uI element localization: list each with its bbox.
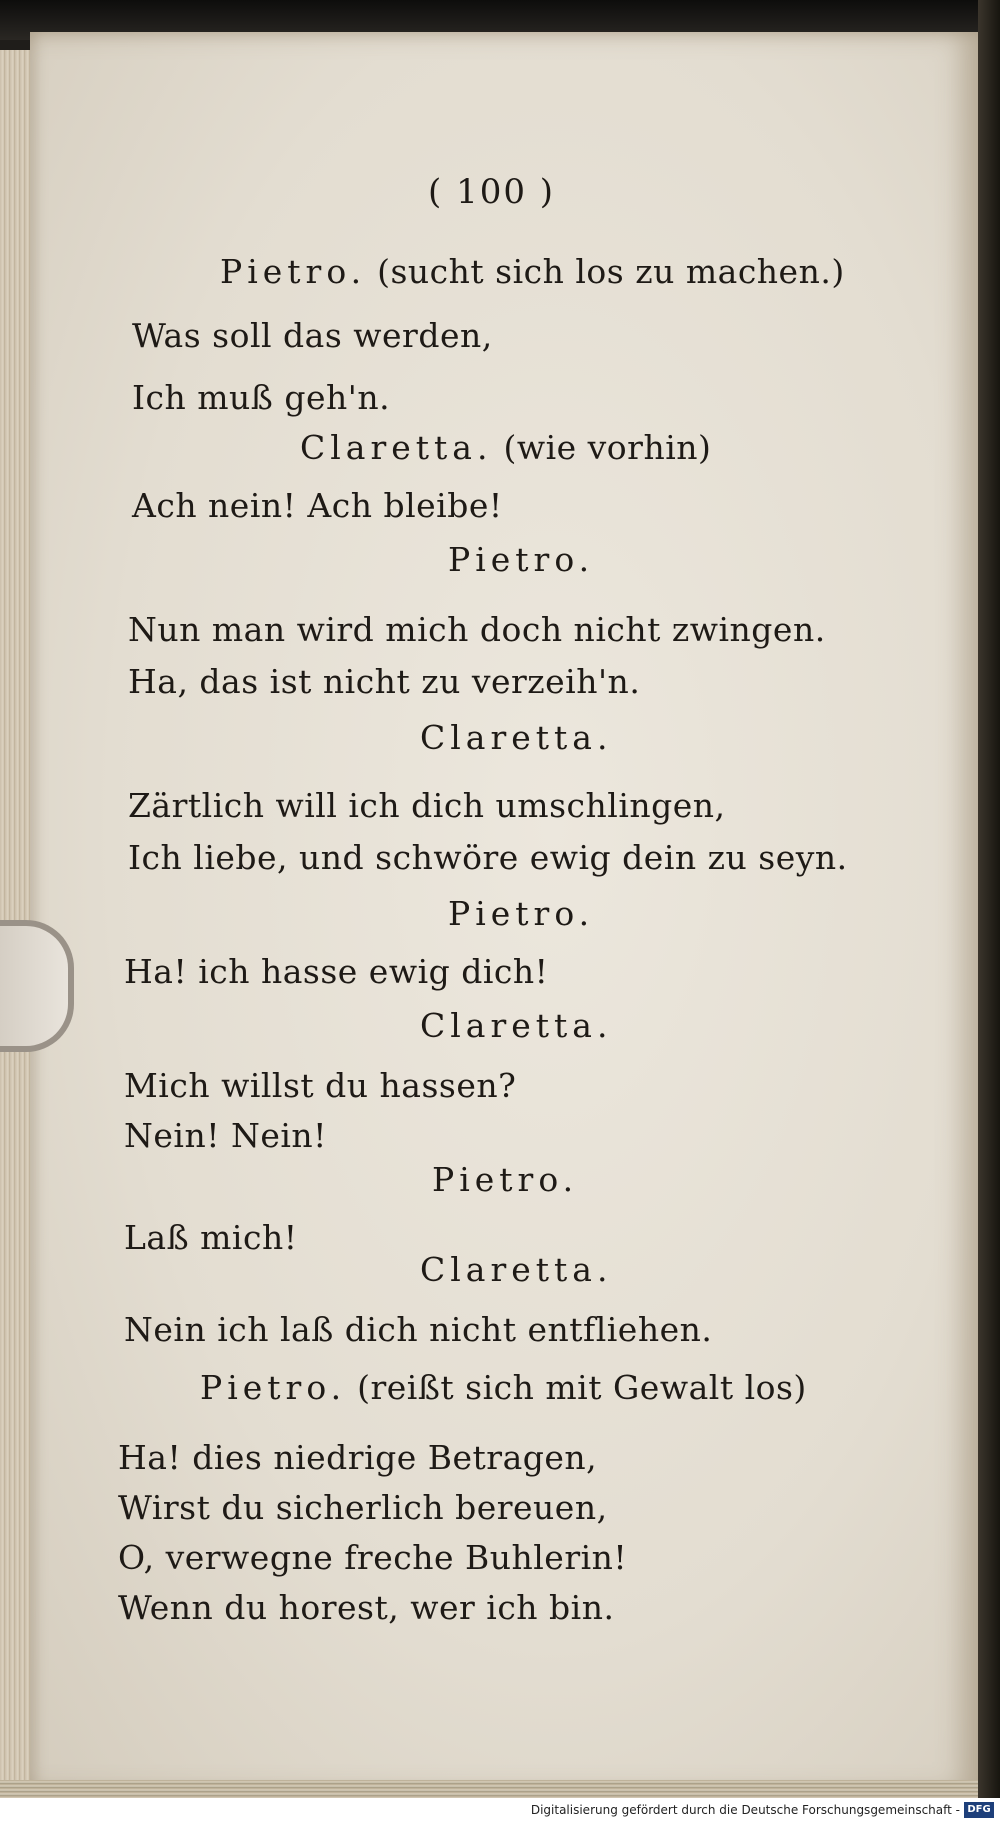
speaker-name: Claretta.	[420, 1006, 613, 1045]
verse-line: O, verwegne freche Buhlerin!	[118, 1538, 628, 1577]
book-clip	[0, 920, 74, 1052]
footer-bar	[0, 1798, 1000, 1824]
dfg-logo: DFG	[964, 1802, 994, 1818]
verse-line: Mich willst du hassen?	[124, 1066, 517, 1105]
verse-line: Nun man wird mich doch nicht zwingen.	[128, 610, 826, 649]
speaker-name: Pietro.	[448, 894, 595, 933]
verse-line: Wirst du sicherlich bereuen,	[118, 1488, 608, 1527]
verse-line: Was soll das werden,	[132, 316, 493, 355]
verse-line: Ha! dies niedrige Betragen,	[118, 1438, 598, 1477]
speaker-name: Pietro.	[220, 252, 367, 291]
speaker-name: Claretta.	[300, 428, 493, 467]
verse-line: Nein ich laß dich nicht entfliehen.	[124, 1310, 713, 1349]
stage-direction: (wie vorhin)	[503, 428, 712, 467]
speaker-line	[220, 252, 845, 291]
verse-line: Wenn du horest, wer ich bin.	[118, 1588, 615, 1627]
footer-credit: Digitalisierung gefördert durch die Deutsche Forschungsgemeinschaft -	[530, 1803, 960, 1817]
speaker-name: Pietro.	[200, 1368, 347, 1407]
speaker-name: Claretta.	[420, 718, 613, 757]
verse-line: Ha! ich hasse ewig dich!	[124, 952, 549, 991]
speaker-name: Claretta.	[420, 1250, 613, 1289]
stage-direction: (sucht sich los zu machen.)	[377, 252, 845, 291]
verse-line: Ach nein! Ach bleibe!	[132, 486, 503, 525]
speaker-line	[300, 428, 711, 467]
page-bottom-edges	[0, 1780, 980, 1798]
verse-line: Nein! Nein!	[124, 1116, 327, 1155]
page-number: ( 100 )	[428, 172, 556, 212]
verse-line: Ich liebe, und schwöre ewig dein zu seyn.	[128, 838, 848, 877]
scan-right-border	[978, 0, 1000, 1824]
verse-line: Zärtlich will ich dich umschlingen,	[128, 786, 726, 825]
speaker-name: Pietro.	[448, 540, 595, 579]
verse-line: Ich muß geh'n.	[132, 378, 391, 417]
verse-line: Laß mich!	[124, 1218, 298, 1257]
speaker-name: Pietro.	[432, 1160, 579, 1199]
verse-line: Ha, das ist nicht zu verzeih'n.	[128, 662, 641, 701]
speaker-line	[200, 1368, 807, 1407]
stage-direction: (reißt sich mit Gewalt los)	[357, 1368, 807, 1407]
